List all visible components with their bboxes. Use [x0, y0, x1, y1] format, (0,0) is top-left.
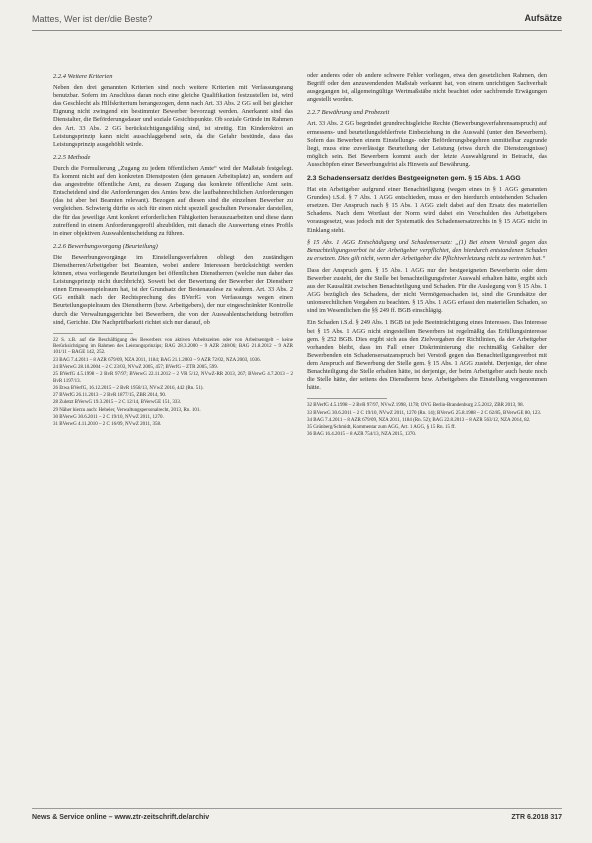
footnote: 32 BVerfG 4.5.1998 – 2 BvR 97/97, NVwZ 1998, 1178; OVG Berlin-Brandenburg 2.5.2012, ZBR 2013, 98. [307, 403, 524, 409]
footnote: 30 BVerwG 30.6.2011 – 2 C 19/10, NVwZ 2011, 1270. [53, 414, 164, 420]
header-divider [32, 30, 562, 31]
footnote: 36 BAG 16.4.2015 – 8 AZR 754/13, NZA 2015, 1370. [307, 432, 417, 438]
page-number: ZTR 6.2018 317 [511, 814, 562, 821]
paragraph: Hat ein Arbeitgeber aufgrund einer Benachteiligung (wegen eines in § 1 AGG genannten Grundes) i.S.d. § 7 Abs. 1 AGG entschieden, muss er den hierdurch entstehenden Schaden ersetzen. Der Anspruch nach § 15 Abs. 1 AGG zielt dabei auf den Ersatz des materiellen Schadens. Nach dem Wortlaut der Norm wird dabei ein Verschulden des Arbeitgebers vorausgesetzt, was jedoch mit der Systematik des Schadensersatzrechts in § 15 AGG nicht in Einklang steht. [307, 186, 547, 234]
section-label: Aufsätze [524, 13, 562, 23]
footnote: 35 Grünberg/Schmidt, Kommentar zum AGG, Art. 1 AGG, § 15 Rn. 15 ff. [307, 425, 456, 431]
paragraph: Die Bewerbungsvorgänge im Einstellungsverfahren obliegt den zuständigen Dienstherren/Arbeitgeber bei Beamten, wobei andere Interessen berücksichtigt werden können, etwa vorliegende Beurteilungen bei öffentlichen Dienstherren (welche nun daher das Leistungsprinzip nicht durchbricht). Soweit bei der Bewertung der Bewerber der Dienstherr einen Ermessenspielraum hat, ist der Grundsatz der Bestenauslese zu wahren. Art. 33 Abs. 2 GG enthält nach der Rechtsprechung des BVerfG von Verfassungs wegen einen Beurteilungsspielraum des Dienstherrn (bzw. Arbeitgebers), der nur eingeschränkter Kontrolle durch die Verwaltungsgerichte bei Bewerbern, die von der Auswahlentscheidung betroffen sind, Gerichte. Die Nachprüfbarkeit richtet sich nur darauf, ob [53, 253, 293, 326]
footnote: 28 Zuletzt BVerwG 19.3.2015 – 2 C 12/14, BVerwGE 151, 333. [53, 400, 182, 406]
footnote: 33 BVerwG 30.6.2011 – 2 C 19/10, NVwZ 2011, 1270 (Rn. 14); BVerwG 25.8.1988 – 2 C 62/85, BVerwGE 80, 123. [307, 410, 542, 416]
footer-divider [32, 808, 562, 809]
heading-2-2-5: 2.2.5 Methode [53, 153, 91, 161]
paragraph: oder anderes oder ob andere schwere Fehler vorliegen, etwa den gesetzlichen Rahmen, den Begriff oder den anzuwendenden Maßstab verkannt hat, von einem unrichtigen Sachverhalt ausgegangen ist, allgemeingültige Wertmaßstäbe nicht beachtet oder sachfremde Erwägungen angestellt worden. [307, 72, 547, 104]
paragraph: Neben den drei genannten Kriterien sind noch weitere Kriterien mit Verfassungsrang benutzbar. Sofern im Anschluss daran noch eine gleiche Qualifikation festzustellen ist, wird das Geschlecht als Hilfskriterium herangezogen, denn nach Art. 33 Abs. 2 GG soll bei gleicher Eignung nicht zwingend ein bestimmter Bewerber bevorzugt werden. Anerkannt sind das Dienstalter, die Beförderungsdauer und soziale Gesichtspunkte. Ob soziale Gründe im Rahmen des Art. 33 Abs. 2 GG berücksichtigungsfähig sind, ist streitig. Ein Kinderoktroi an Leistungsprinzip kann nicht ausschlaggebend sein, da die Gefahr bestünde, dass das Leistungsprinzip ausgehöhlt würde. [53, 84, 293, 148]
running-title: Mattes, Wer ist der/die Beste? [32, 14, 153, 24]
footer-link-text: News & Service online – www.ztr-zeitschrift.de/archiv [32, 814, 210, 821]
heading-2-2-4: 2.2.4 Weitere Kriterien [53, 73, 113, 80]
paragraph: Dass der Anspruch gem. § 15 Abs. 1 AGG nur der bestgeeigneten Bewerberin oder dem Bewerber zusteht, der die Stelle bei benachteiligungsfreier Auswahl erhalten hätte, ergibt sich aus der Kausalität zwischen Benachteiligung und Schaden. Für die Auslegung von § 15 Abs. 1 AGG bezüglich des Schadens, der nicht Vermögensschaden ist, sind die Grundsätze der unionsrechtlichen Vorgaben zu beachten. § 15 Abs. 1 AGG erfasst den materiellen Schaden, so sind im Wesentlichen die §§ 249 ff. BGB einschlägig. [307, 266, 547, 315]
paragraph: Art. 33 Abs. 2 GG begründet grundrechtsgleiche Rechte (Bewerbungsverfahrensanspruch) auf ermessens- und beurteilungsfehlerfreie Einbeziehung in die Auswahl (unter den Bewerbern). Sofern das Bewerben einem Einstellungs- oder Beförderungsbegehren unmittelbar zugrunde liegt, muss eine zuverlässige Beurteilung der Leistung (etwa durch die Dienstzeugnisse) möglich sein. Bei Bewerbern kommt auch der letzte Auswahlgrund in Betracht, das Ausschöpfen einer Bewerbungsfrist als Hinweis auf Bewährung. [307, 120, 547, 168]
paragraph: Durch die Formulierung „Zugang zu jedem öffentlichen Amte“ wird der Maßstab festgelegt. Es kommt nicht auf den konkreten Dienstposten (den genauen Arbeitsplatz) an, sondern auf das angestrebte öffentliche Amt, zu dessen Zugang das konkrete öffentliche Amt sein. Entscheidend sind die Anforderungen des Amtes bzw. die laufbahnrechtlichen Anforderungen (das ist aber bei Beamten relevant). Bezogen auf diesen sind die einzelnen Bewerber zu vergleichen. Schwierig dürfte es sich für einen nicht speziell geschulten Personaler darstellen, die für das jeweilige Amt konkret erforderlichen Fähigkeiten herauszuarbeiten und diese dann zutreffend in einem Anforderungsprofil abzubilden, mit danach die Auswertung eines Profils in einer objektiven Auswahlentscheidung zu führen. [53, 164, 293, 237]
paragraph: Ein Schaden i.S.d. § 249 Abs. 1 BGB ist jede Beeinträchtigung eines Interesses. Das Interesse bei § 15 Abs. 1 AGG nicht eingestellten Bewerbers ist regelmäßig das Erfüllungsinteresse gem. § 252 BGB. Dies ergibt sich aus den Zielvorgaben der Richtlinien, da der Arbeitgeber vorhanden bleibt, dass im Fall einer Diskriminierung die rechtmäßig Gehälter der Bewerbenden ein Schadensersatzanspruch bei Verstoß gegen das Benachteiligungsverbot mit dem Anspruch auf Bewerbung der Stelle gem. § 15 Abs. 1 AGG zusteht. Derjenige, der ohne Benachteiligung die Stelle erhalten hätte, ist derjenige, der beim Arbeitgeber auch heute noch die Stelle hätte, der seitens des Dienstherrn bzw. Arbeitgebers die Einstellung vorgenommen hätte. [307, 319, 547, 392]
heading-2-3: 2.3 Schadensersatz der/des Bestgeeigneten gem. § 15 Abs. 1 AGG [307, 175, 521, 183]
footnote: 34 BAG 7.4.2011 – 8 AZR 679/09, NZA 2011, 1184 (Rn. 52); BAG 22.8.2013 – 8 AZR 563/12, NZA 2014, 82. [307, 417, 531, 423]
footnote: 26 Etwa BVerfG, 16.12.2015 – 2 BvR 1958/13, NVwZ 2016, 442 (Rn. 51). [53, 385, 204, 391]
footnote: 22 S. z.B. auf die Beschäftigung des Bewerbers von aktiven Arbeitszeiten oder von Arbeitsentgelt – keine Berücksichtigung im Rahmen des Leistungsprinzips; BAG 28.3.2000 – 9 AZR 248/06; BAG 21.8.2012 – 9 AZR 101/11 – BAGE 142, 252. [53, 337, 293, 356]
footnote: 24 BVerwG 28.10.2004 – 2 C 23/03, NVwZ 2005, 457; BVerfG – ZTR 2005, 599. [53, 364, 218, 370]
statute-quote: § 15 Abs. 1 AGG Entschädigung und Schadensersatz: „(1) Bei einem Verstoß gegen das Benachteiligungsverbot ist der Arbeitgeber verpflichtet, den hierdurch entstandenen Schaden zu ersetzen. Dies gilt nicht, wenn der Arbeitgeber die Pflichtverletzung nicht zu vertreten hat.“ [307, 238, 547, 262]
right-column [307, 72, 547, 440]
footnote-divider [307, 398, 387, 399]
heading-2-2-7: 2.2.7 Bewährung und Probezeit [307, 109, 390, 117]
heading-2-2-6: 2.2.6 Bewerbungsvorgang (Beurteilung) [53, 242, 158, 250]
footnote: 27 BVerfG 26.11.2013 – 2 BvR 1877/15, ZBR 2014, 90. [53, 393, 167, 399]
footnote: 23 BAG 7.4.2011 – 8 AZR 679/09, NZA 2011, 1184; BAG 21.1.2003 – 9 AZR 72/02, NZA 2003, 1036. [53, 357, 261, 363]
footnote: 25 BVerfG 4.5.1998 – 2 BvR 97/97; BVerwG 22.11.2012 – 2 VR 5/12, NVwZ-RR 2013, 267; BVerwG 4.7.2013 – 2 BvR 1197/13. [53, 372, 293, 384]
left-column [53, 68, 293, 430]
footnote-divider [53, 333, 133, 334]
footnote: 29 Näher hierzu auch: Hebeler, Verwaltungspersonalrecht, 2013, Rn. 101. [53, 407, 201, 413]
footnote: 31 BVerwG 4.11.2010 – 2 C 16/09, NVwZ 2011, 358. [53, 422, 162, 428]
